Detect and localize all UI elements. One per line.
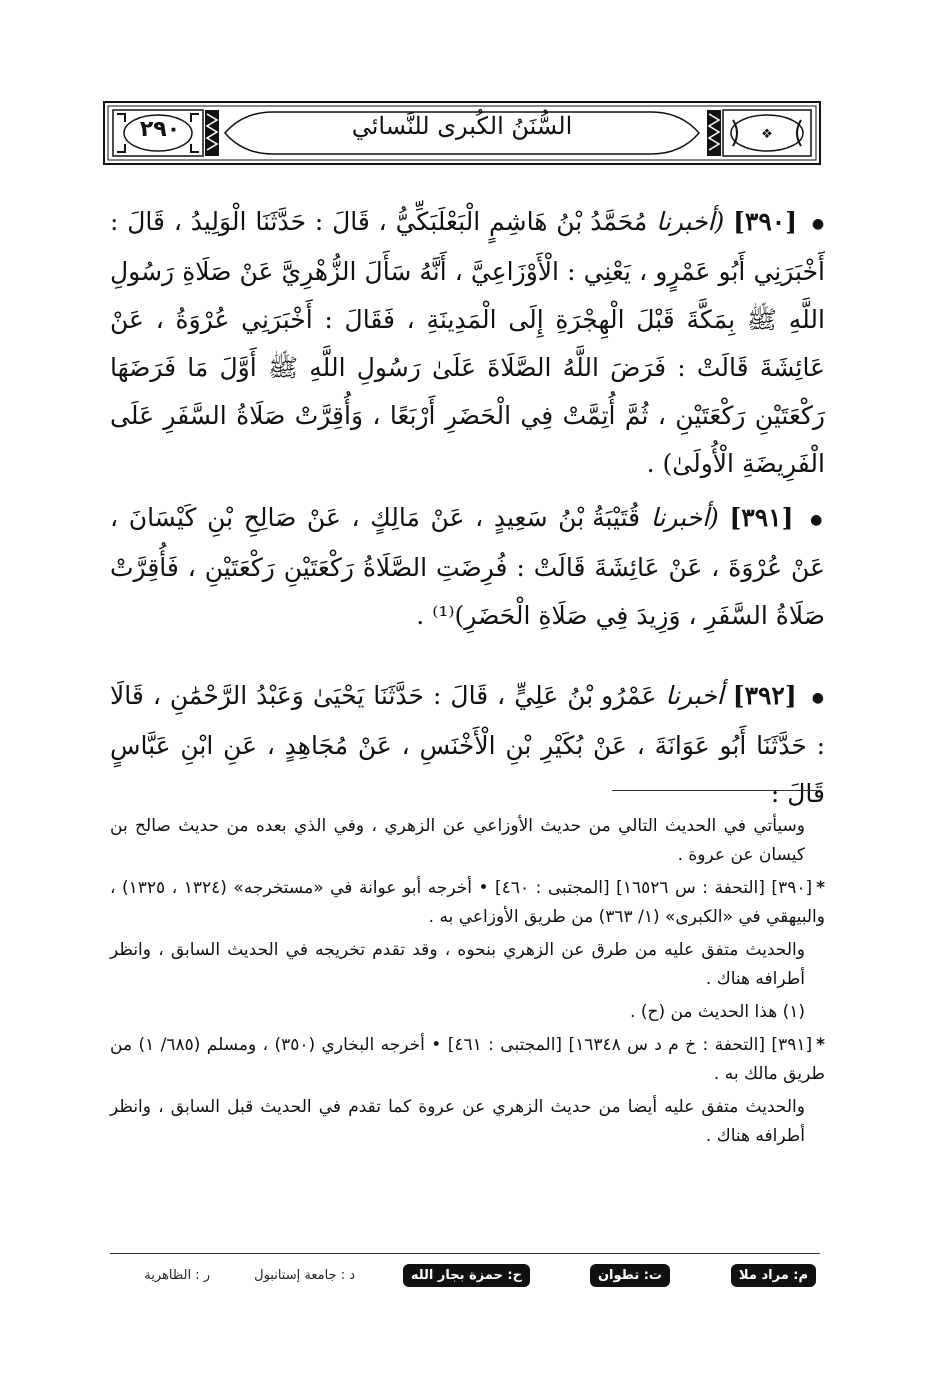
note-footnote-1: (١) هذا الحديث من (ح) . <box>630 1002 805 1022</box>
footer-rule <box>110 1253 820 1254</box>
hadith-text: عَمْرُو بْنُ عَلِيٍّ ، قَالَ : حَدَّثَنَا يَحْيَىٰ وَعَبْدُ الرَّحْمَٰنِ ، قَالَا : حَدَّثَنَا أَبُو عَوَانَةَ ، عَنْ بُكَيْرِ بْنِ الْأَخْنَسِ ، عَنْ مُجَاهِدٍ ، عَنِ ابْنِ عَبَّاسٍ قَالَ : <box>110 681 825 808</box>
manuscript-h-badge: ح: حمزة بجار الله <box>403 1264 530 1287</box>
note-takhrij-390 <box>110 874 825 932</box>
manuscript-m-badge: م: مراد ملا <box>731 1264 816 1287</box>
star-icon: * <box>816 878 825 898</box>
hadith-number: [٣٩٠] <box>733 207 798 236</box>
svg-text:❖: ❖ <box>761 127 773 142</box>
note-agreed-391: والحديث متفق عليه أيضا من حديث الزهري عن عروة كما تقدم في الحديث قبل السابق ، وانظر أطرافه هناك . <box>110 1097 805 1146</box>
page-header <box>103 100 821 166</box>
manuscript-t-badge: ت: تطوان <box>590 1264 670 1287</box>
hadith-opening: أخبرنا <box>665 681 724 710</box>
note-text: [٣٩١] [التحفة : خ م د س ١٦٣٤٨] [المجتبى : ٤٦١] • أخرجه البخاري (٣٥٠) ، ومسلم (٦٨٥/ ١) من طريق مالك به . <box>110 1035 825 1084</box>
hadith-text: مُحَمَّدُ بْنُ هَاشِمٍ الْبَعْلَبَكِّيُّ ، قَالَ : حَدَّثَنَا الْوَلِيدُ ، قَالَ : أَخْبَرَنِي أَبُو عَمْرٍو ، يَعْنِي : الْأَوْزَاعِيَّ ، أَنَّهُ سَأَلَ الزُّهْرِيَّ عَنْ صَلَاةِ رَسُولِ اللَّهِ ﷺ بِمَكَّةَ قَبْلَ الْهِجْرَةِ إِلَى الْمَدِينَةِ ، فَقَالَ : أَخْبَرَنِي عُرْوَةُ ، عَنْ عَائِشَةَ قَالَتْ : فَرَضَ اللَّهُ الصَّلَاةَ عَلَىٰ رَسُولِ اللَّهِ ﷺ أَوَّلَ مَا فَرَضَهَا رَكْعَتَيْنِ رَكْعَتَيْنِ ، ثُمَّ أُتِمَّتْ فِي الْحَضَرِ أَرْبَعًا ، وَأُقِرَّتْ صَلَاةُ السَّفَرِ عَلَى الْفَرِيضَةِ الْأُولَىٰ) . <box>110 207 825 478</box>
hadith-392 <box>110 672 825 818</box>
note-agreed-390: والحديث متفق عليه من طرق عن الزهري بنحوه ، وقد تقدم تخريجه في الحديث السابق ، وانظر أطرافه هناك . <box>110 940 805 989</box>
hadith-opening: (أخبرنا <box>650 503 719 532</box>
note-text: [٣٩٠] [التحفة : س ١٦٥٢٦] [المجتبى : ٤٦٠] • أخرجه أبو عوانة في «مستخرجه» (١٣٢٤ ، ١٣٢٥) ، والبيهقي في «الكبرى» (١/ ٣٦٣) من طريق الأوزاعي به . <box>110 878 825 927</box>
hadith-number: [٣٩٢] <box>732 681 797 710</box>
page-title: السُّنَنُ الكُبرى للنَّسائي <box>351 112 573 140</box>
bullet-icon: ● <box>811 689 825 706</box>
hadith-opening: (أخبرنا <box>656 207 725 236</box>
manuscript-legend <box>110 1262 820 1292</box>
hadith-391 <box>110 494 825 640</box>
manuscript-d-label: د : جامعة إستانبول <box>254 1268 355 1283</box>
note-takhrij-391 <box>110 1031 825 1089</box>
footnotes <box>110 812 825 1155</box>
page-number: ٢٩٠ <box>139 117 181 142</box>
manuscript-r-label: ر : الظاهرية <box>144 1268 210 1283</box>
hadith-number: [٣٩١] <box>729 503 794 532</box>
bullet-icon: ● <box>810 511 825 528</box>
bullet-icon: ● <box>811 215 826 232</box>
star-icon: * <box>816 1035 825 1055</box>
footnote-separator <box>612 790 817 791</box>
note-continued: وسيأتي في الحديث التالي من حديث الأوزاعي عن الزهري ، وفي الذي بعده من حديث صالح بن كيسان عن عروة . <box>110 816 805 865</box>
hadith-390 <box>110 198 825 488</box>
hadith-text: قُتَيْبَةُ بْنُ سَعِيدٍ ، عَنْ مَالِكٍ ، عَنْ صَالِحِ بْنِ كَيْسَانَ ، عَنْ عُرْوَةَ ، عَنْ عَائِشَةَ قَالَتْ : فُرِضَتِ الصَّلَاةُ رَكْعَتَيْنِ رَكْعَتَيْنِ ، فَأُقِرَّتْ صَلَاةُ السَّفَرِ ، وَزِيدَ فِي صَلَاةِ الْحَضَرِ)⁽¹⁾ . <box>110 503 825 630</box>
